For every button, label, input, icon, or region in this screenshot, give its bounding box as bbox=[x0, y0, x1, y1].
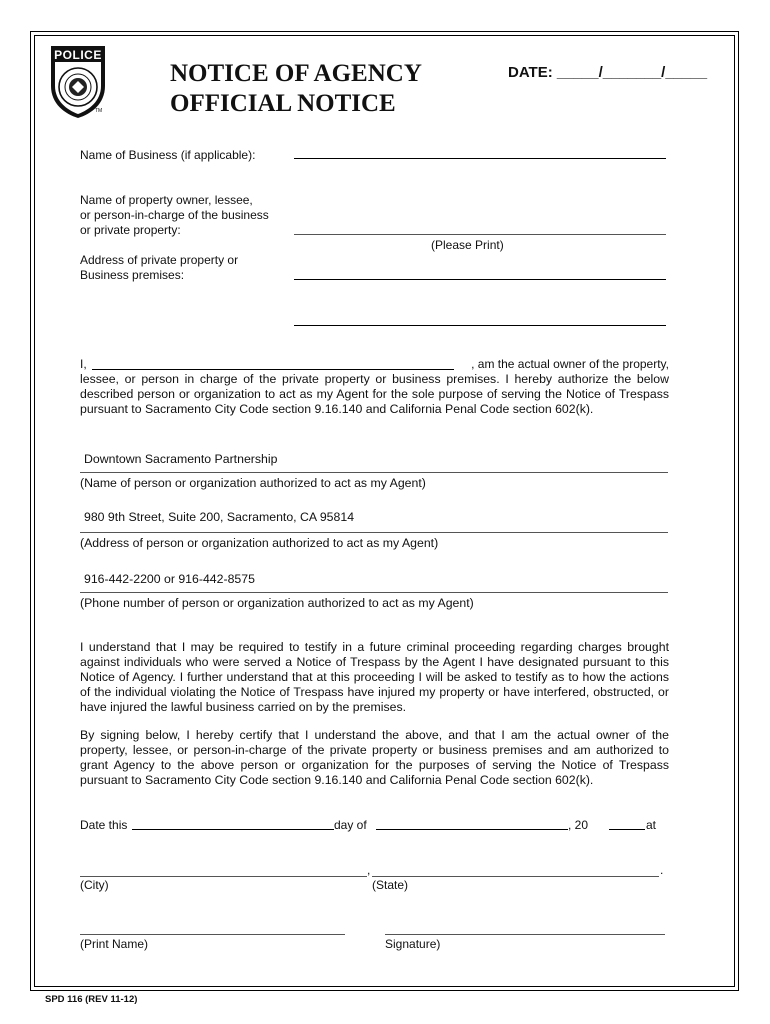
owner-label-line-1: Name of property owner, lessee, bbox=[80, 193, 253, 207]
trademark-mark: TM bbox=[95, 108, 103, 114]
state-caption: (State) bbox=[372, 878, 409, 892]
property-address-input-2[interactable] bbox=[294, 325, 666, 326]
agent-phone-line bbox=[80, 592, 668, 593]
badge-text: POLICE bbox=[54, 48, 102, 62]
please-print-note: (Please Print) bbox=[431, 238, 504, 252]
agent-address-line bbox=[80, 532, 668, 533]
date-this-label: Date this bbox=[80, 818, 128, 832]
address-label-line-1: Address of private property or bbox=[80, 253, 239, 267]
business-name-input[interactable] bbox=[294, 158, 666, 159]
owner-label-line-3: or private property: bbox=[80, 223, 181, 237]
police-logo bbox=[47, 42, 109, 120]
authorization-i: I, bbox=[80, 357, 87, 371]
city-caption: (City) bbox=[80, 878, 109, 892]
business-name-label: Name of Business (if applicable): bbox=[80, 148, 256, 162]
owner-name-input[interactable] bbox=[294, 234, 666, 235]
title-line-2: OFFICIAL NOTICE bbox=[170, 90, 396, 117]
signature-caption: Signature) bbox=[385, 937, 441, 951]
authorization-line-end: , am the actual owner of the property, bbox=[471, 357, 669, 371]
at-label: at bbox=[646, 818, 657, 832]
print-name-input[interactable] bbox=[80, 934, 345, 935]
agent-address-caption: (Address of person or organization authorized to act as my Agent) bbox=[80, 536, 439, 550]
authorization-text: lessee, or person in charge of the private property or business premises. I hereby authorize the below described person or organization to act as my Agent for the sole purpose of serving the Notice of Trespass pursuant to Sacramento City Code section 9.16.140 and California Penal Code section 602(k). bbox=[80, 372, 669, 416]
state-input[interactable] bbox=[372, 876, 659, 877]
understanding-paragraph: I understand that I may be required to testify in a future criminal proceeding regarding charges brought against individuals who were served a Notice of Trespass by the Agent I have designated pursuant to this Notice of Agency. I further understand that at this proceeding I will be asked to testify as to how the actions of the individual violating the Notice of Trespass have injured my property or have interfered, obstructed, or have injured the lawful business carried on by the premises. bbox=[80, 640, 669, 714]
year-input[interactable] bbox=[609, 829, 645, 830]
print-name-caption: (Print Name) bbox=[80, 937, 149, 951]
owner-label-line-2: or person-in-charge of the business bbox=[80, 208, 269, 222]
agent-address-value: 980 9th Street, Suite 200, Sacramento, CA 95814 bbox=[84, 510, 355, 524]
date-field[interactable]: DATE: _____/_______/_____ bbox=[508, 64, 708, 81]
agent-name-caption: (Name of person or organization authorized to act as my Agent) bbox=[80, 476, 426, 490]
signature-input[interactable] bbox=[385, 934, 665, 935]
agent-phone-caption: (Phone number of person or organization authorized to act as my Agent) bbox=[80, 596, 474, 610]
day-of-label: day of bbox=[334, 818, 367, 832]
title-line-1: NOTICE OF AGENCY bbox=[170, 60, 422, 87]
property-address-input-1[interactable] bbox=[294, 279, 666, 280]
city-comma: , bbox=[367, 863, 371, 877]
date-day-input[interactable] bbox=[132, 829, 334, 830]
owner-name-blank[interactable] bbox=[92, 369, 454, 370]
certification-paragraph: By signing below, I hereby certify that I understand the above, and that I am the actual owner of the property, lessee, or person-in-charge of the private property or business premises and am authorized to grant Agency to the above person or organization for the purposes of serving the Notice of Trespass pursuant to Sacramento City Code section 9.16.140 and California Penal Code section 602(k). bbox=[80, 728, 669, 787]
address-label-line-2: Business premises: bbox=[80, 268, 185, 282]
agent-phone-value: 916-442-2200 or 916-442-8575 bbox=[84, 572, 255, 586]
year-prefix-label: , 20 bbox=[568, 818, 589, 832]
agent-name-line bbox=[80, 472, 668, 473]
state-period: . bbox=[660, 863, 664, 877]
agent-name-value: Downtown Sacramento Partnership bbox=[84, 452, 278, 466]
city-input[interactable] bbox=[80, 876, 367, 877]
form-number: SPD 116 (REV 11-12) bbox=[45, 994, 138, 1005]
month-input[interactable] bbox=[376, 829, 568, 830]
